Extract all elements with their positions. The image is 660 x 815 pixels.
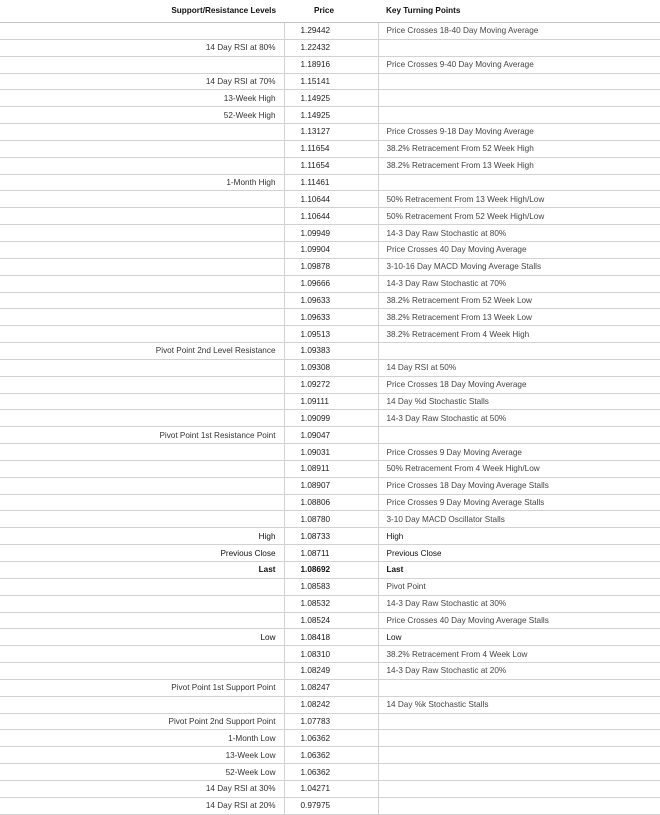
level-cell: High	[0, 528, 284, 545]
level-cell	[0, 275, 284, 292]
price-cell: 1.11654	[284, 157, 378, 174]
table-row	[0, 292, 660, 309]
price-cell: 1.13127	[284, 124, 378, 141]
price-cell: 1.29442	[284, 23, 378, 40]
turning-point-cell: Price Crosses 40 Day Moving Average	[378, 241, 660, 258]
level-cell: Pivot Point 1st Support Point	[0, 679, 284, 696]
turning-point-cell: 14 Day %d Stochastic Stalls	[378, 393, 660, 410]
table-row	[0, 393, 660, 410]
table-row	[0, 174, 660, 191]
level-cell	[0, 376, 284, 393]
table-row	[0, 713, 660, 730]
level-cell: Pivot Point 2nd Level Resistance	[0, 343, 284, 360]
level-cell	[0, 444, 284, 461]
table-row	[0, 730, 660, 747]
price-cell: 1.08692	[284, 562, 378, 579]
table-row	[0, 140, 660, 157]
turning-point-cell	[378, 780, 660, 797]
price-cell: 0.97975	[284, 797, 378, 814]
price-cell: 1.09666	[284, 275, 378, 292]
turning-point-cell	[378, 427, 660, 444]
price-cell: 1.06362	[284, 747, 378, 764]
level-cell	[0, 309, 284, 326]
level-cell: 13-Week Low	[0, 747, 284, 764]
price-cell: 1.09031	[284, 444, 378, 461]
level-cell	[0, 23, 284, 40]
level-cell: 1-Month High	[0, 174, 284, 191]
level-cell: 14 Day RSI at 20%	[0, 797, 284, 814]
turning-point-cell	[378, 73, 660, 90]
level-cell	[0, 157, 284, 174]
table-row	[0, 191, 660, 208]
turning-point-cell: 38.2% Retracement From 4 Week Low	[378, 646, 660, 663]
table-row	[0, 696, 660, 713]
price-cell: 1.06362	[284, 730, 378, 747]
table-row	[0, 780, 660, 797]
turning-point-cell: 38.2% Retracement From 4 Week High	[378, 326, 660, 343]
turning-point-cell	[378, 107, 660, 124]
turning-point-cell: Price Crosses 18 Day Moving Average Stalls	[378, 477, 660, 494]
table-row	[0, 511, 660, 528]
level-cell: 52-Week Low	[0, 764, 284, 781]
price-cell: 1.22432	[284, 39, 378, 56]
price-cell: 1.14925	[284, 107, 378, 124]
price-cell: 1.08249	[284, 663, 378, 680]
turning-point-cell: Pivot Point	[378, 578, 660, 595]
table-row	[0, 444, 660, 461]
table-row	[0, 663, 660, 680]
turning-point-cell: 38.2% Retracement From 13 Week Low	[378, 309, 660, 326]
level-cell	[0, 477, 284, 494]
level-cell	[0, 208, 284, 225]
price-cell: 1.08310	[284, 646, 378, 663]
price-cell: 1.10644	[284, 191, 378, 208]
turning-point-cell: 14-3 Day Raw Stochastic at 50%	[378, 410, 660, 427]
price-cell: 1.08532	[284, 595, 378, 612]
price-cell: 1.08418	[284, 629, 378, 646]
price-cell: 1.09111	[284, 393, 378, 410]
table-row	[0, 477, 660, 494]
turning-point-cell: Low	[378, 629, 660, 646]
header-levels: Support/Resistance Levels	[0, 0, 284, 23]
table-row	[0, 258, 660, 275]
table-row	[0, 225, 660, 242]
level-cell	[0, 663, 284, 680]
level-cell	[0, 359, 284, 376]
price-cell: 1.15141	[284, 73, 378, 90]
table-row	[0, 208, 660, 225]
header-price: Price	[284, 0, 378, 23]
price-cell: 1.08911	[284, 460, 378, 477]
price-cell: 1.09099	[284, 410, 378, 427]
price-cell: 1.06362	[284, 764, 378, 781]
table-row	[0, 124, 660, 141]
table-row	[0, 39, 660, 56]
level-cell: 1-Month Low	[0, 730, 284, 747]
header-turning-points: Key Turning Points	[378, 0, 660, 23]
level-cell	[0, 494, 284, 511]
price-cell: 1.09383	[284, 343, 378, 360]
level-cell	[0, 191, 284, 208]
turning-point-cell: 50% Retracement From 13 Week High/Low	[378, 191, 660, 208]
table-row	[0, 679, 660, 696]
table-row	[0, 107, 660, 124]
table-row	[0, 23, 660, 40]
table-row	[0, 157, 660, 174]
table-row	[0, 629, 660, 646]
price-cell: 1.09633	[284, 309, 378, 326]
turning-point-cell	[378, 90, 660, 107]
table-row	[0, 427, 660, 444]
turning-point-cell: Price Crosses 9-18 Day Moving Average	[378, 124, 660, 141]
price-cell: 1.09308	[284, 359, 378, 376]
table-row	[0, 646, 660, 663]
level-cell: 14 Day RSI at 80%	[0, 39, 284, 56]
price-cell: 1.09272	[284, 376, 378, 393]
turning-point-cell: Price Crosses 9 Day Moving Average	[378, 444, 660, 461]
level-cell	[0, 292, 284, 309]
table-row	[0, 460, 660, 477]
level-cell	[0, 595, 284, 612]
turning-point-cell: Previous Close	[378, 545, 660, 562]
level-cell	[0, 460, 284, 477]
price-cell: 1.08524	[284, 612, 378, 629]
level-cell	[0, 225, 284, 242]
table-row	[0, 528, 660, 545]
price-cell: 1.09949	[284, 225, 378, 242]
table-row	[0, 359, 660, 376]
turning-point-cell	[378, 797, 660, 814]
table-row	[0, 545, 660, 562]
table-body	[0, 23, 660, 815]
table-row	[0, 326, 660, 343]
price-cell: 1.07783	[284, 713, 378, 730]
turning-point-cell: 14-3 Day Raw Stochastic at 20%	[378, 663, 660, 680]
level-cell: Previous Close	[0, 545, 284, 562]
table-row	[0, 410, 660, 427]
turning-point-cell: Price Crosses 18 Day Moving Average	[378, 376, 660, 393]
table-row	[0, 90, 660, 107]
price-cell: 1.09904	[284, 241, 378, 258]
level-cell	[0, 124, 284, 141]
level-cell: 13-Week High	[0, 90, 284, 107]
turning-point-cell: 14 Day RSI at 50%	[378, 359, 660, 376]
level-cell	[0, 578, 284, 595]
price-cell: 1.11461	[284, 174, 378, 191]
level-cell: 52-Week High	[0, 107, 284, 124]
price-cell: 1.08583	[284, 578, 378, 595]
price-cell: 1.08247	[284, 679, 378, 696]
level-cell: Last	[0, 562, 284, 579]
turning-point-cell: Price Crosses 40 Day Moving Average Stalls	[378, 612, 660, 629]
level-cell	[0, 696, 284, 713]
turning-point-cell: 38.2% Retracement From 52 Week High	[378, 140, 660, 157]
turning-point-cell: Price Crosses 9-40 Day Moving Average	[378, 56, 660, 73]
price-cell: 1.08242	[284, 696, 378, 713]
price-cell: 1.08780	[284, 511, 378, 528]
level-cell	[0, 258, 284, 275]
turning-point-cell: Price Crosses 9 Day Moving Average Stalls	[378, 494, 660, 511]
price-cell: 1.11654	[284, 140, 378, 157]
price-cell: 1.10644	[284, 208, 378, 225]
turning-point-cell	[378, 713, 660, 730]
table-row	[0, 595, 660, 612]
turning-point-cell: 50% Retracement From 4 Week High/Low	[378, 460, 660, 477]
table-row	[0, 343, 660, 360]
turning-point-cell	[378, 679, 660, 696]
price-cell: 1.04271	[284, 780, 378, 797]
level-cell	[0, 393, 284, 410]
turning-point-cell: 38.2% Retracement From 52 Week Low	[378, 292, 660, 309]
turning-point-cell	[378, 39, 660, 56]
table-row	[0, 764, 660, 781]
price-cell: 1.14925	[284, 90, 378, 107]
turning-point-cell	[378, 730, 660, 747]
level-cell	[0, 326, 284, 343]
price-cell: 1.09878	[284, 258, 378, 275]
turning-point-cell: 14-3 Day Raw Stochastic at 80%	[378, 225, 660, 242]
turning-point-cell	[378, 174, 660, 191]
table-row	[0, 797, 660, 814]
turning-point-cell: 50% Retracement From 52 Week High/Low	[378, 208, 660, 225]
level-cell: Pivot Point 1st Resistance Point	[0, 427, 284, 444]
table-row	[0, 494, 660, 511]
level-cell: Pivot Point 2nd Support Point	[0, 713, 284, 730]
price-cell: 1.08711	[284, 545, 378, 562]
turning-point-cell	[378, 343, 660, 360]
turning-point-cell	[378, 764, 660, 781]
level-cell	[0, 646, 284, 663]
turning-point-cell: 14 Day %k Stochastic Stalls	[378, 696, 660, 713]
price-cell: 1.08733	[284, 528, 378, 545]
level-cell: 14 Day RSI at 70%	[0, 73, 284, 90]
turning-point-cell: Price Crosses 18-40 Day Moving Average	[378, 23, 660, 40]
table-row	[0, 73, 660, 90]
level-cell	[0, 241, 284, 258]
table-row	[0, 376, 660, 393]
price-cell: 1.08907	[284, 477, 378, 494]
table-row	[0, 562, 660, 579]
level-cell	[0, 140, 284, 157]
price-cell: 1.09047	[284, 427, 378, 444]
turning-point-cell: 3-10 Day MACD Oscillator Stalls	[378, 511, 660, 528]
turning-point-cell: 14-3 Day Raw Stochastic at 70%	[378, 275, 660, 292]
level-cell	[0, 56, 284, 73]
level-cell	[0, 612, 284, 629]
table-row	[0, 56, 660, 73]
table-row	[0, 747, 660, 764]
price-cell: 1.09513	[284, 326, 378, 343]
turning-point-cell: 3-10-16 Day MACD Moving Average Stalls	[378, 258, 660, 275]
table-row	[0, 578, 660, 595]
price-cell: 1.08806	[284, 494, 378, 511]
price-cell: 1.09633	[284, 292, 378, 309]
table-row	[0, 241, 660, 258]
price-cell: 1.18916	[284, 56, 378, 73]
table-row	[0, 309, 660, 326]
turning-point-cell	[378, 747, 660, 764]
level-cell	[0, 511, 284, 528]
level-cell: 14 Day RSI at 30%	[0, 780, 284, 797]
header-row	[0, 0, 660, 23]
level-cell: Low	[0, 629, 284, 646]
table-row	[0, 612, 660, 629]
turning-point-cell: 14-3 Day Raw Stochastic at 30%	[378, 595, 660, 612]
table-row	[0, 275, 660, 292]
turning-point-cell: High	[378, 528, 660, 545]
turning-point-cell: Last	[378, 562, 660, 579]
turning-point-cell: 38.2% Retracement From 13 Week High	[378, 157, 660, 174]
level-cell	[0, 410, 284, 427]
